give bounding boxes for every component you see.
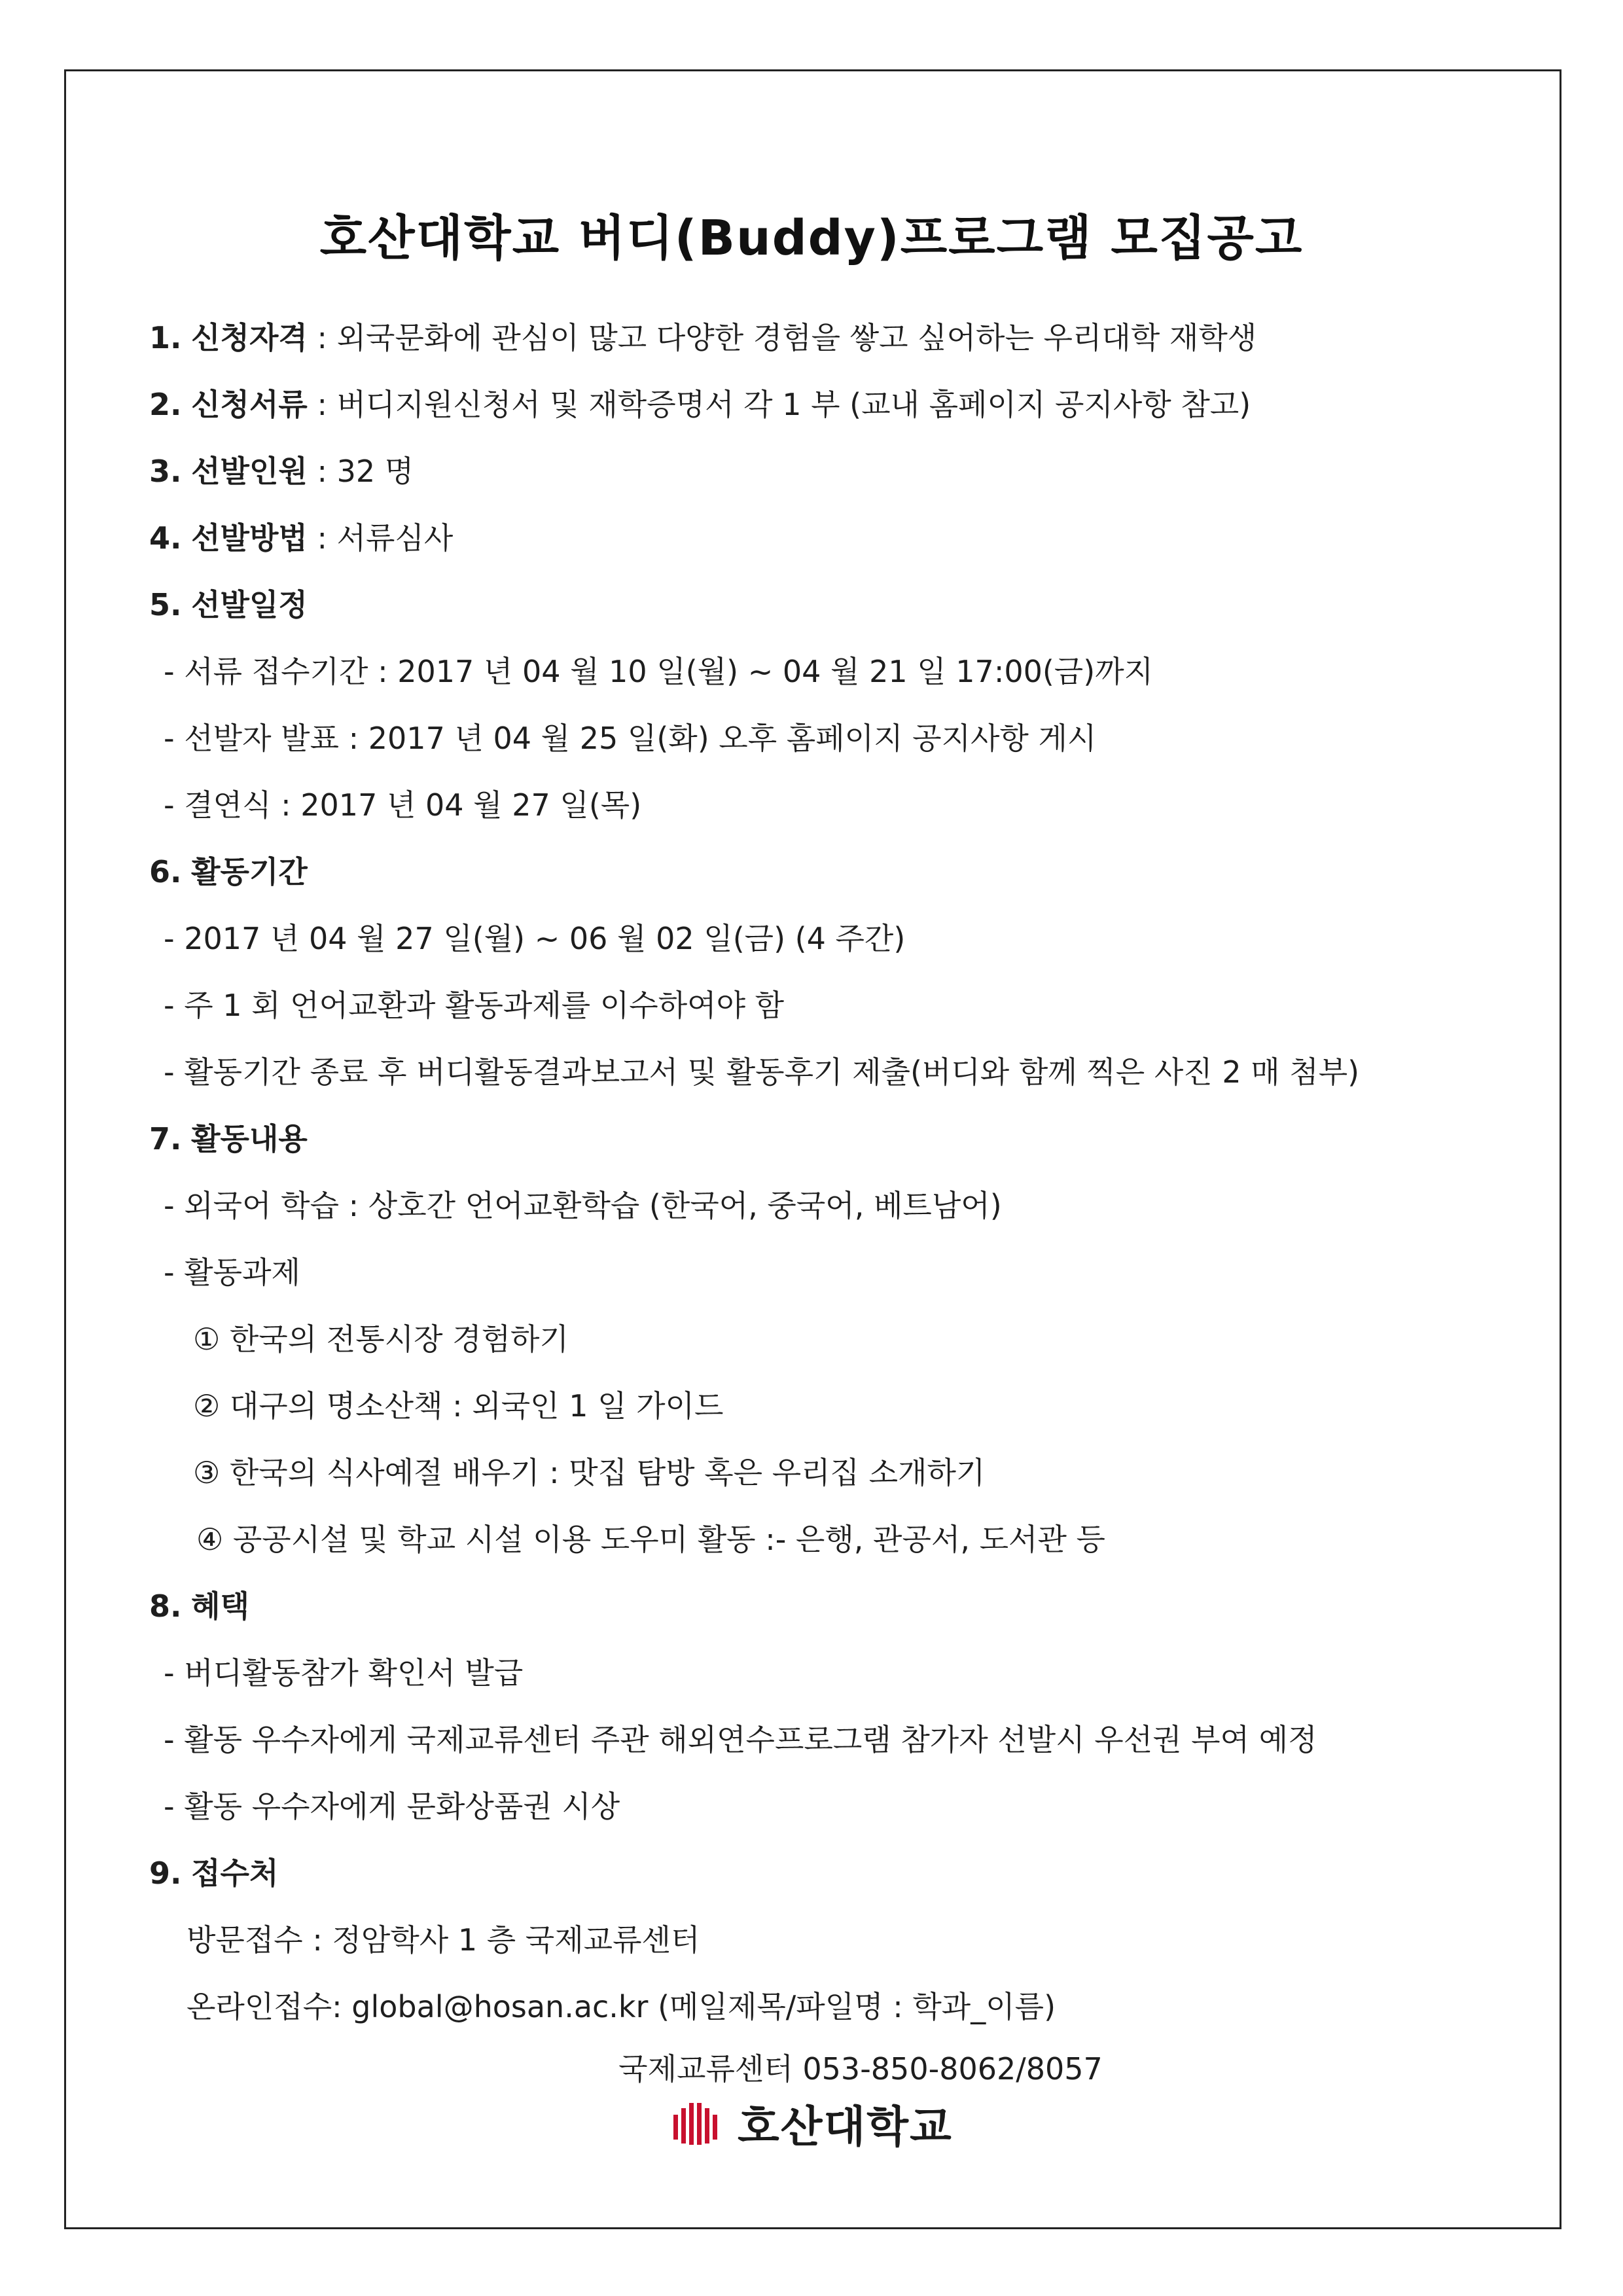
section-text: 외국문화에 관심이 많고 다양한 경험을 쌓고 싶어하는 우리대학 재학생 [336, 320, 1257, 355]
activity-item: - 활동과제 [164, 1255, 300, 1290]
section-label: 혜택 [191, 1588, 249, 1624]
contact-info: 국제교류센터 053-850-8062/8057 [618, 2051, 1103, 2087]
benefit-item: - 버디활동참가 확인서 발급 [164, 1655, 524, 1691]
separator: : [307, 520, 337, 556]
section-label: 접수처 [191, 1856, 279, 1891]
section-text: 32 명 [336, 454, 414, 489]
section-number: 4. [149, 520, 182, 556]
period-item: - 주 1 회 언어교환과 활동과제를 이수하여야 함 [164, 988, 785, 1023]
section-1 [149, 318, 1257, 357]
task-item: ④ 공공시설 및 학교 시설 이용 도우미 활동 :- 은행, 관공서, 도서관 등 [196, 1522, 1105, 1557]
section-8-heading [149, 1587, 249, 1626]
section-3 [149, 452, 414, 491]
section-number: 6. [149, 854, 182, 889]
section-label: 선발일정 [191, 587, 308, 622]
benefit-item: - 활동 우수자에게 국제교류센터 주관 해외연수프로그램 참가자 선발시 우선권 부여 예정 [164, 1722, 1317, 1757]
section-2 [149, 385, 1251, 424]
section-number: 9. [149, 1856, 182, 1891]
section-7-heading [149, 1119, 308, 1158]
schedule-item: - 결연식 : 2017 년 04 월 27 일(목) [164, 787, 642, 823]
reception-visit: 방문접수 : 정암학사 1 층 국제교류센터 [187, 1922, 700, 1958]
activity-item: - 외국어 학습 : 상호간 언어교환학습 (한국어, 중국어, 베트남어) [164, 1188, 1002, 1223]
period-item: - 2017 년 04 월 27 일(월) ~ 06 월 02 일(금) (4 주간) [164, 921, 906, 956]
university-name: 호산대학교 [738, 2101, 953, 2152]
task-item: ③ 한국의 식사예절 배우기 : 맛집 탐방 혹은 우리집 소개하기 [193, 1455, 986, 1490]
section-label: 선발방법 [191, 520, 308, 556]
reception-online: 온라인접수: global@hosan.ac.kr (메일제목/파일명 : 학과_이름) [187, 1989, 1056, 2024]
section-number: 8. [149, 1588, 182, 1624]
section-number: 2. [149, 387, 182, 422]
section-text: 서류심사 [336, 520, 454, 556]
section-number: 7. [149, 1121, 182, 1157]
task-item: ① 한국의 전통시장 경험하기 [193, 1321, 569, 1357]
benefit-item: - 활동 우수자에게 문화상품권 시상 [164, 1789, 620, 1824]
section-4 [149, 518, 453, 558]
page-title: 호산대학교 버디(Buddy)프로그램 모집공고 [319, 210, 1304, 266]
section-9-heading [149, 1854, 278, 1893]
schedule-item: - 서류 접수기간 : 2017 년 04 월 10 일(월) ~ 04 월 21 일 17:00(금)까지 [164, 654, 1154, 689]
section-text: 버디지원신청서 및 재학증명서 각 1 부 (교내 홈페이지 공지사항 참고) [336, 387, 1251, 422]
section-label: 신청자격 [191, 320, 308, 355]
section-number: 5. [149, 587, 182, 622]
separator: : [307, 454, 337, 489]
section-label: 선발인원 [191, 454, 308, 489]
section-label: 활동기간 [191, 854, 308, 889]
university-logo [671, 2093, 953, 2152]
section-label: 신청서류 [191, 387, 308, 422]
section-number: 1. [149, 320, 182, 355]
schedule-item: - 선발자 발표 : 2017 년 04 월 25 일(화) 오후 홈페이지 공지사항 게시 [164, 721, 1097, 756]
period-item: - 활동기간 종료 후 버디활동결과보고서 및 활동후기 제출(버디와 함께 찍은 사진 2 매 첨부) [164, 1054, 1360, 1090]
university-emblem-icon [671, 2096, 723, 2149]
section-label: 활동내용 [191, 1121, 308, 1157]
section-6-heading [149, 852, 308, 891]
separator: : [307, 387, 337, 422]
section-number: 3. [149, 454, 182, 489]
section-5-heading [149, 585, 308, 624]
separator: : [307, 320, 337, 355]
task-item: ② 대구의 명소산책 : 외국인 1 일 가이드 [193, 1388, 724, 1424]
